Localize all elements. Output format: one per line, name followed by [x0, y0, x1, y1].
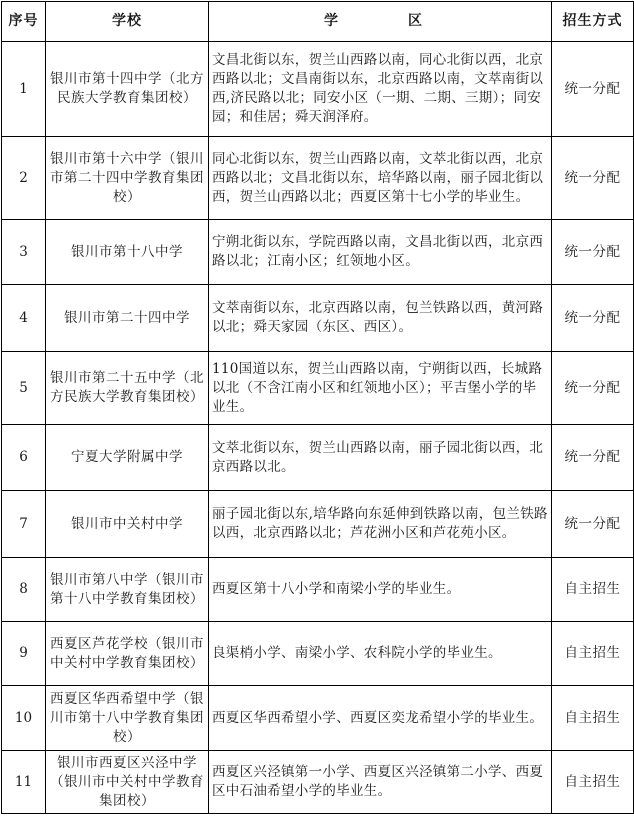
row-school: 银川市第二十五中学（北方民族大学教育集团校）: [46, 352, 209, 425]
row-num: 11: [2, 751, 46, 814]
table-row: [2, 285, 634, 352]
table-row: [2, 622, 634, 686]
row-school: 西夏区芦花学校（银川市中关村中学教育集团校）: [46, 622, 209, 686]
header-num: 序号: [2, 2, 46, 42]
row-method: 统一分配: [552, 285, 634, 352]
row-num: 6: [2, 425, 46, 491]
header-area: 学 区: [209, 2, 552, 42]
header-method: 招生方式: [552, 2, 634, 42]
row-area: 文萃北街以东，贺兰山西路以南，丽子园北街以西，北京西路以北。: [209, 425, 552, 491]
row-num: 10: [2, 686, 46, 751]
table-row: [2, 42, 634, 137]
row-num: 1: [2, 42, 46, 137]
row-school: 银川市第十八中学: [46, 220, 209, 285]
row-num: 5: [2, 352, 46, 425]
row-area: 西夏区华西希望小学、西夏区奕龙希望小学的毕业生。: [209, 686, 552, 751]
row-school: 银川市中关村中学: [46, 491, 209, 558]
row-num: 4: [2, 285, 46, 352]
table-row: [2, 425, 634, 491]
row-school: 宁夏大学附属中学: [46, 425, 209, 491]
row-area: 文萃南街以东，北京西路以南，包兰铁路以西，黄河路以北；舜天家园（东区、西区）。: [209, 285, 552, 352]
row-num: 9: [2, 622, 46, 686]
header-row: [2, 2, 634, 42]
row-area: 文昌北街以东，贺兰山西路以南，同心北街以西，北京西路以北；文昌南街以东，北京西路以南，文萃南街以西,济民路以北；同安小区（一期、二期、三期）；同安园；和佳居；舜天润泽府。: [209, 42, 552, 137]
row-method: 统一分配: [552, 491, 634, 558]
table-row: [2, 558, 634, 622]
row-num: 7: [2, 491, 46, 558]
row-method: 自主招生: [552, 751, 634, 814]
row-school: 银川市第八中学（银川市第十八中学教育集团校）: [46, 558, 209, 622]
row-num: 8: [2, 558, 46, 622]
table-row: [2, 352, 634, 425]
row-method: 统一分配: [552, 425, 634, 491]
row-school: 银川市第十六中学（银川市第二十四中学教育集团校）: [46, 137, 209, 220]
row-school: 银川市第二十四中学: [46, 285, 209, 352]
row-school: 西夏区华西希望中学（银川市第十八中学教育集团校）: [46, 686, 209, 751]
row-school: 银川市西夏区兴泾中学（银川市中关村中学教育集团校）: [46, 751, 209, 814]
row-method: 统一分配: [552, 352, 634, 425]
row-num: 3: [2, 220, 46, 285]
row-area: 西夏区兴泾镇第一小学、西夏区兴泾镇第二小学、西夏区中石油希望小学的毕业生。: [209, 751, 552, 814]
row-method: 自主招生: [552, 558, 634, 622]
header-school: 学校: [46, 2, 209, 42]
table-row: [2, 220, 634, 285]
row-method: 统一分配: [552, 42, 634, 137]
row-method: 统一分配: [552, 220, 634, 285]
table-row: [2, 491, 634, 558]
row-num: 2: [2, 137, 46, 220]
row-area: 丽子园北街以东,培华路向东延伸到铁路以南，包兰铁路以西，北京西路以北；芦花洲小区和芦花苑小区。: [209, 491, 552, 558]
table-row: [2, 751, 634, 814]
row-method: 自主招生: [552, 686, 634, 751]
row-area: 宁朔北街以东，学院西路以南，文昌北街以西，北京西路以北；江南小区；红领地小区。: [209, 220, 552, 285]
row-method: 自主招生: [552, 622, 634, 686]
row-area: 西夏区第十八小学和南梁小学的毕业生。: [209, 558, 552, 622]
row-area: 良渠梢小学、南梁小学、农科院小学的毕业生。: [209, 622, 552, 686]
table-row: [2, 137, 634, 220]
row-method: 统一分配: [552, 137, 634, 220]
school-district-table: [1, 1, 634, 814]
table-row: [2, 686, 634, 751]
row-area: 同心北街以东，贺兰山西路以南，文萃北街以西，北京西路以北；文昌北街以东，培华路以南，丽子园北街以西，贺兰山西路以北；西夏区第十七小学的毕业生。: [209, 137, 552, 220]
row-area: 110国道以东，贺兰山西路以南，宁朔街以西，长城路以北（不含江南小区和红领地小区）；平吉堡小学的毕业生。: [209, 352, 552, 425]
row-school: 银川市第十四中学（北方民族大学教育集团校）: [46, 42, 209, 137]
